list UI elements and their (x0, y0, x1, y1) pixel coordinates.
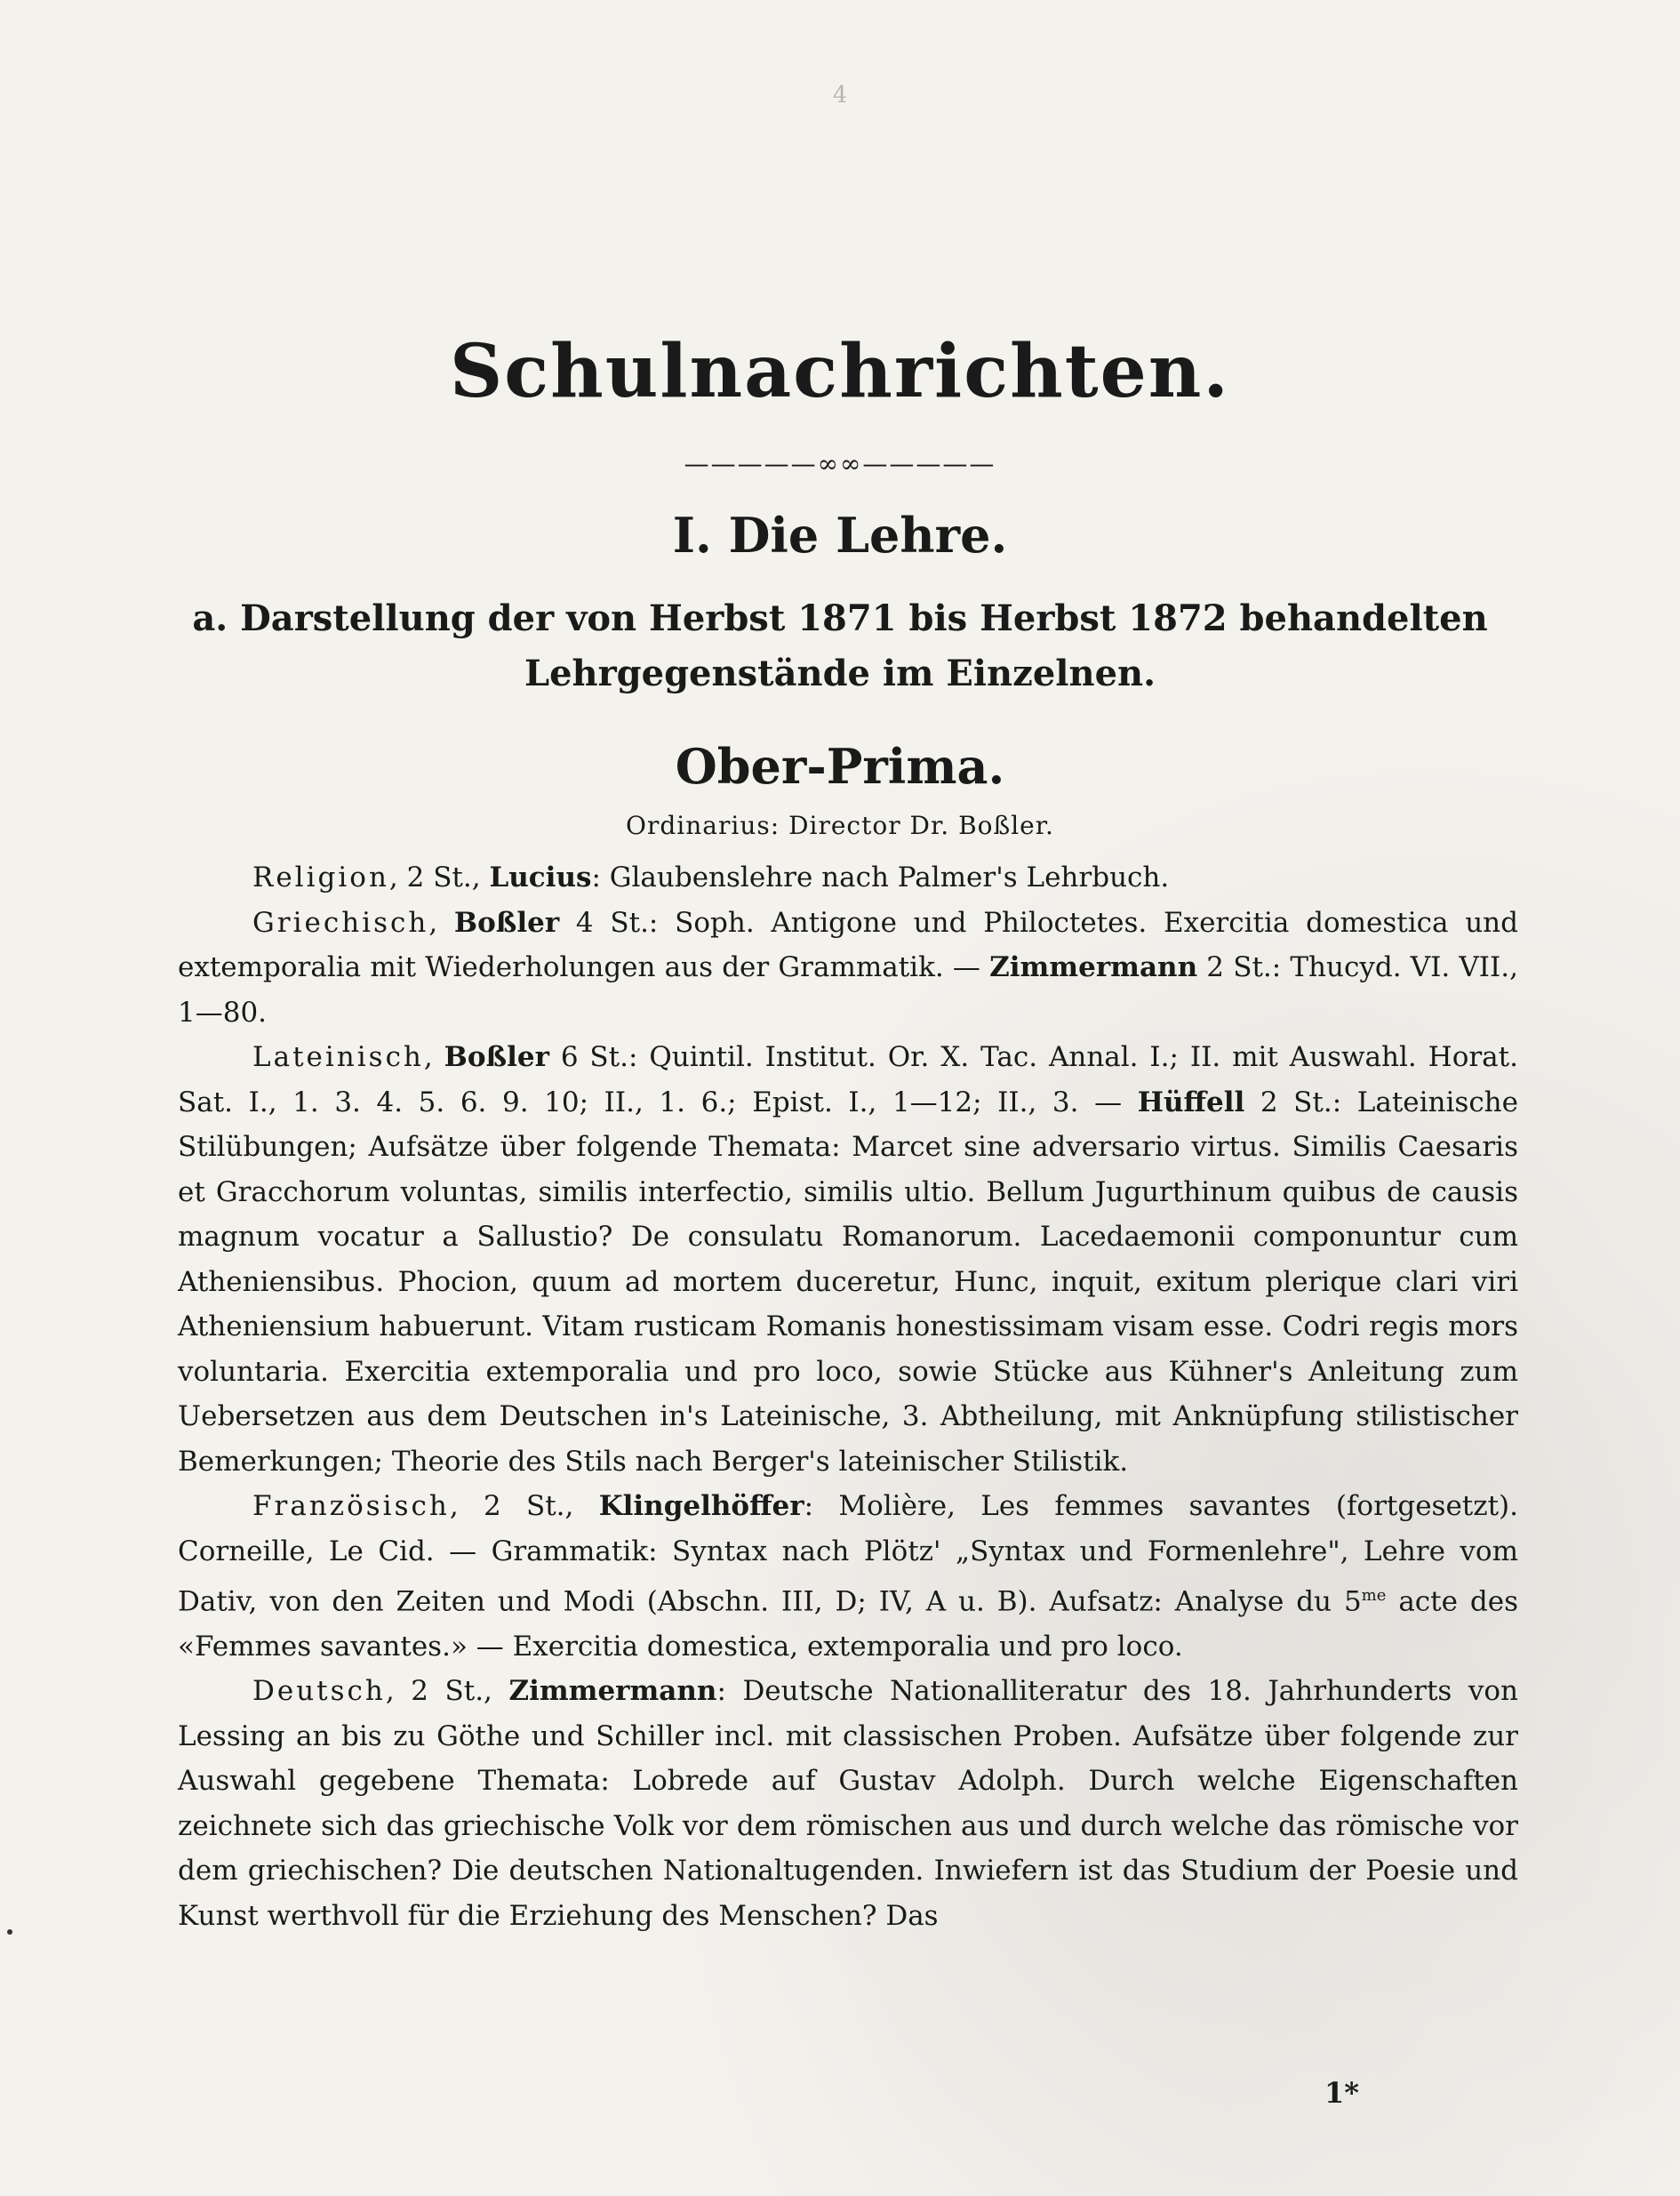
paragraph-text: : Deutsche Nationalliteratur des 18. Jahrhunderts von Lessing an bis zu Göthe und Schiller incl. mit classischen Proben. Aufsätze über folgende zur Auswahl gegebene Themata: Lobrede auf Gustav Adolph. Durch welche Eigenschaften zeichnete sich das griechische Volk vor dem römischen aus und durch welche das römische vor dem griechischen? Die deutschen Nationaltugenden. Inwiefern ist das Studium der Poesie und Kunst werthvoll für die Erziehung des Menschen? Das (178, 1675, 1518, 1932)
teacher-name: Boßler (444, 1041, 549, 1073)
subsection-heading-line1: a. Darstellung der von Herbst 1871 bis Herbst 1872 behandelten (192, 597, 1488, 639)
ornament-divider: —————∞∞————— (684, 449, 996, 478)
class-heading: Ober-Prima. (675, 738, 1005, 795)
paragraph-text: 6 St.: Quintil. Institut. Or. X. Tac. Annal. I.; II. mit Auswahl. Horat. Sat. I., 1. 3. 4. 5. 6. 9. 10; II., 1. 6.; Epist. I., 1—12; II., 3. — (178, 1041, 1518, 1118)
teacher-name: Hüffell (1137, 1086, 1245, 1118)
paragraph-griechisch (178, 901, 1518, 1036)
paragraph-franzoesisch (178, 1484, 1518, 1669)
paragraph-text: : Glaubenslehre nach Palmer's Lehrbuch. (591, 862, 1170, 894)
paragraph-lateinisch (178, 1035, 1518, 1484)
paragraph-religion (178, 855, 1518, 901)
paragraph-text: acte des «Femmes savantes.» — Exercitia domestica, extemporalia und pro loco. (178, 1585, 1518, 1663)
body-text (178, 855, 1518, 1938)
subsection-heading (0, 591, 1680, 701)
subject-name: Griechisch (252, 906, 429, 939)
signature-mark: 1* (1324, 2076, 1359, 2110)
teacher-name: Boßler (453, 906, 560, 939)
paragraph-text: : Molière, Les femmes savantes (fortgesetzt). Corneille, Le Cid. — Grammatik: Syntax nach Plötz' „Syntax und Formenlehre", Lehre vom Dativ, von den Zeiten und Modi (Abschn. III, D; IV, A u. B). Aufsatz: Analyse du 5 (178, 1490, 1519, 1618)
paragraph-text: , (423, 1041, 444, 1073)
subject-name: Französisch (252, 1490, 450, 1522)
paragraph-text: , 2 St., (385, 1675, 509, 1708)
paragraph-text: 4 St.: Soph. Antigone und Philoctetes. Exercitia domestica und extemporalia mit Wiederholungen aus der Grammatik. — (178, 906, 1518, 983)
subsection-heading-line2: Lehrgegenstände im Einzelnen. (524, 653, 1156, 694)
teacher-name: Zimmermann (989, 951, 1198, 983)
page-number: 4 (832, 82, 848, 108)
subject-name: Deutsch (252, 1675, 386, 1708)
teacher-name: Klingelhöffer (598, 1490, 804, 1522)
paragraph-text: , (428, 906, 454, 939)
subject-name: Religion (252, 862, 389, 894)
paragraph-text: , 2 St., (388, 862, 490, 894)
teacher-name: Lucius (489, 862, 592, 894)
paragraph-text: , 2 St., (449, 1490, 599, 1522)
paragraph-text: 2 St.: Lateinische Stilübungen; Aufsätze über folgende Themata: Marcet sine adversario virtus. Similis Caesaris et Gracchorum voluntas, similis interfectio, similis ultio. Bellum Jugurthinum quibus de causis magnum vocatur a Sallustio? De consulatu Romanorum. Lacedaemonii componuntur cum Atheniensibus. Phocion, quum ad mortem duceretur, Hunc, inquit, exitum plerique clari viri Atheniensium habuerunt. Vitam rusticam Romanis honestissimam visam esse. Codri regis mors voluntaria. Exercitia extemporalia und pro loco, sowie Stücke aus Kühner's Anleitung zum Uebersetzen aus dem Deutschen in's Lateinische, 3. Abtheilung, mit Anknüpfung stilistischer Bemerkungen; Theorie des Stils nach Berger's lateinischer Stilistik. (178, 1086, 1518, 1478)
superscript: me (1361, 1586, 1387, 1605)
paragraph-text: 2 St.: Thucyd. VI. VII., 1—80. (178, 951, 1518, 1029)
ordinarius-line: Ordinarius: Director Dr. Boßler. (626, 811, 1054, 840)
page-title: Schulnachrichten. (450, 329, 1230, 414)
section-heading: I. Die Lehre. (672, 507, 1008, 564)
subject-name: Lateinisch (252, 1041, 424, 1073)
paragraph-deutsch (178, 1669, 1518, 1938)
margin-speck (7, 1929, 12, 1935)
teacher-name: Zimmermann (508, 1675, 717, 1708)
